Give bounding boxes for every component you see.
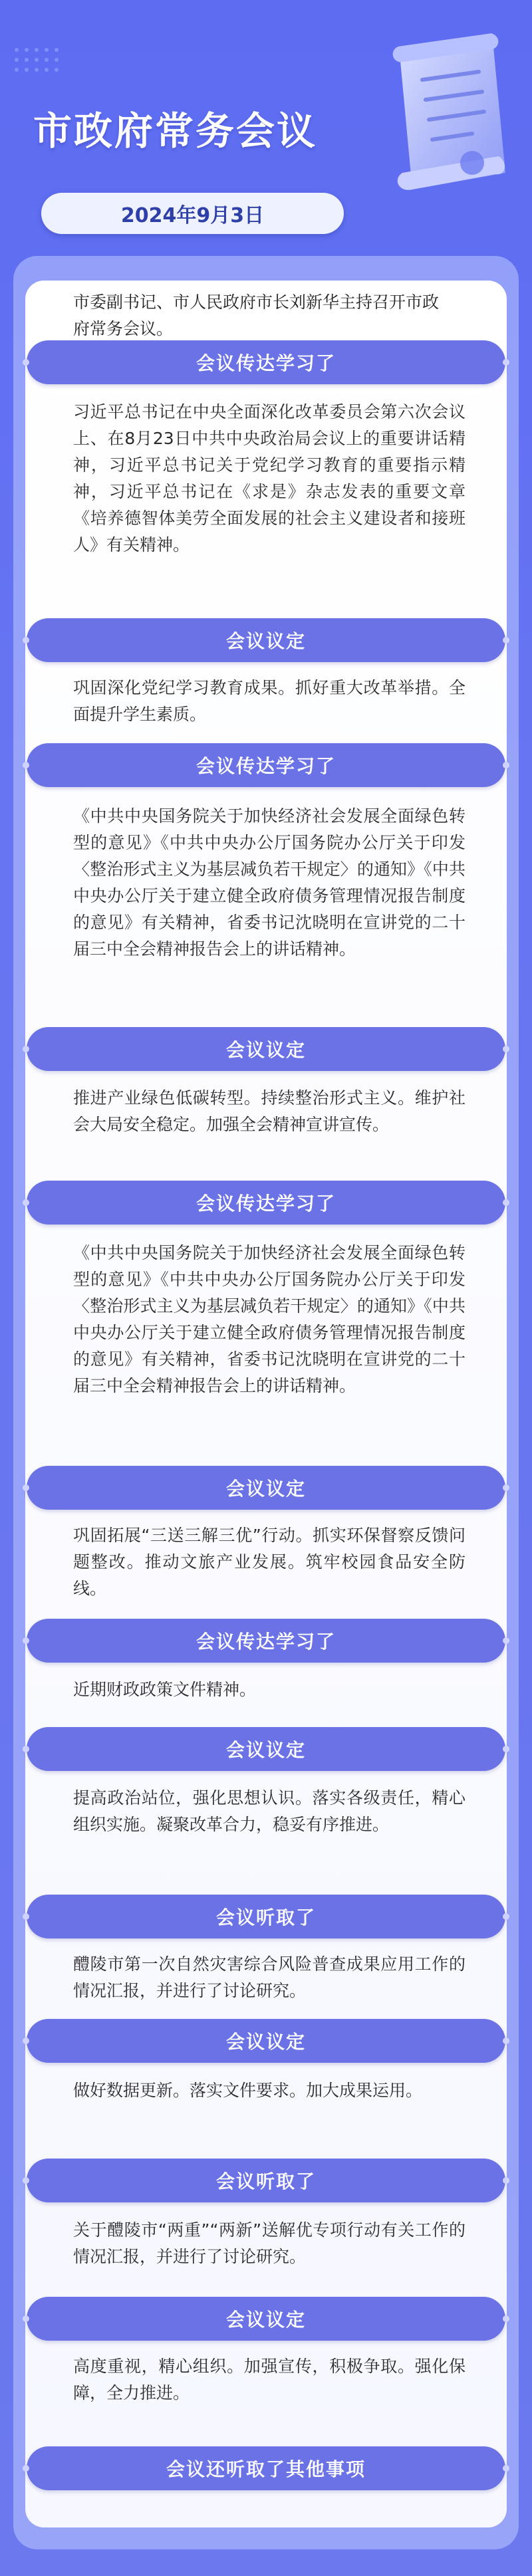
section-heading: 会议听取了 <box>27 1895 505 1938</box>
section-heading: 会议议定 <box>27 1727 505 1771</box>
section-body: 醴陵市第一次自然灾害综合风险普查成果应用工作的情况汇报，并进行了讨论研究。 <box>73 1954 466 2000</box>
section-heading: 会议传达学习了 <box>27 1181 505 1225</box>
section-heading: 会议听取了 <box>27 2159 505 2202</box>
section-heading: 会议传达学习了 <box>27 340 505 384</box>
header <box>0 0 532 246</box>
section-body: 习近平总书记在中央全面深化改革委员会第六次会议上、在8月23日中共中央政治局会议上的重要讲话精神，习近平总书记关于党纪学习教育的重要指示精神，习近平总书记在《求是》杂志发表的重要文章《培养德智体美劳全面发展的社会主义建设者和接班人》有关精神。 <box>73 402 466 554</box>
section-body: 推进产业绿色低碳转型。持续整治形式主义。维护社会大局安全稳定。加强全会精神宣讲宣传。 <box>73 1088 466 1134</box>
section-heading: 会议传达学习了 <box>27 743 505 787</box>
intro-text: 市委副书记、市人民政府市长刘新华主持召开市政府常务会议。 <box>73 293 440 338</box>
section-heading: 会议传达学习了 <box>27 1619 505 1663</box>
section-body: 关于醴陵市“两重”“两新”送解优专项行动有关工作的情况汇报，并进行了讨论研究。 <box>73 2220 466 2266</box>
document-scroll-icon <box>372 20 525 219</box>
section-body: 巩固拓展“三送三解三优”行动。抓实环保督察反馈问题整改。推动文旅产业发展。筑牢校园食品安全防线。 <box>73 1526 466 1598</box>
section-heading: 会议议定 <box>27 1466 505 1510</box>
meeting-date: 2024年9月3日 <box>41 193 344 234</box>
section-body: 做好数据更新。落实文件要求。加大成果运用。 <box>73 2081 423 2100</box>
section-heading: 会议还听取了其他事项 <box>27 2446 505 2490</box>
section-body: 巩固深化党纪学习教育成果。抓好重大改革举措。全面提升学生素质。 <box>73 678 466 724</box>
section-body: 《中共中央国务院关于加快经济社会发展全面绿色转型的意见》《中共中央办公厅国务院办公厅关于印发〈整治形式主义为基层减负若干规定〉的通知》《中共中央办公厅关于建立健全政府债务管理情况报告制度的意见》有关精神，省委书记沈晓明在宣讲党的二十届三中全会精神报告会上的讲话精神。 <box>73 1243 466 1395</box>
section-body: 《中共中央国务院关于加快经济社会发展全面绿色转型的意见》《中共中央办公厅国务院办公厅关于印发〈整治形式主义为基层减负若干规定〉的通知》《中共中央办公厅关于建立健全政府债务管理情况报告制度的意见》有关精神，省委书记沈晓明在宣讲党的二十届三中全会精神报告会上的讲话精神。 <box>73 806 466 959</box>
section-body: 高度重视，精心组织。加强宣传，积极争取。强化保障，全力推进。 <box>73 2357 466 2402</box>
page-title: 市政府常务会议 <box>33 108 318 154</box>
dots-pattern-icon <box>13 47 86 86</box>
section-heading: 会议议定 <box>27 1027 505 1071</box>
section-heading: 会议议定 <box>27 2019 505 2063</box>
section-heading: 会议议定 <box>27 618 505 662</box>
section-body: 近期财政政策文件精神。 <box>73 1680 257 1699</box>
section-heading: 会议议定 <box>27 2297 505 2341</box>
section-body: 提高政治站位，强化思想认识。落实各级责任，精心组织实施。凝聚改革合力，稳妥有序推进。 <box>73 1788 466 1834</box>
